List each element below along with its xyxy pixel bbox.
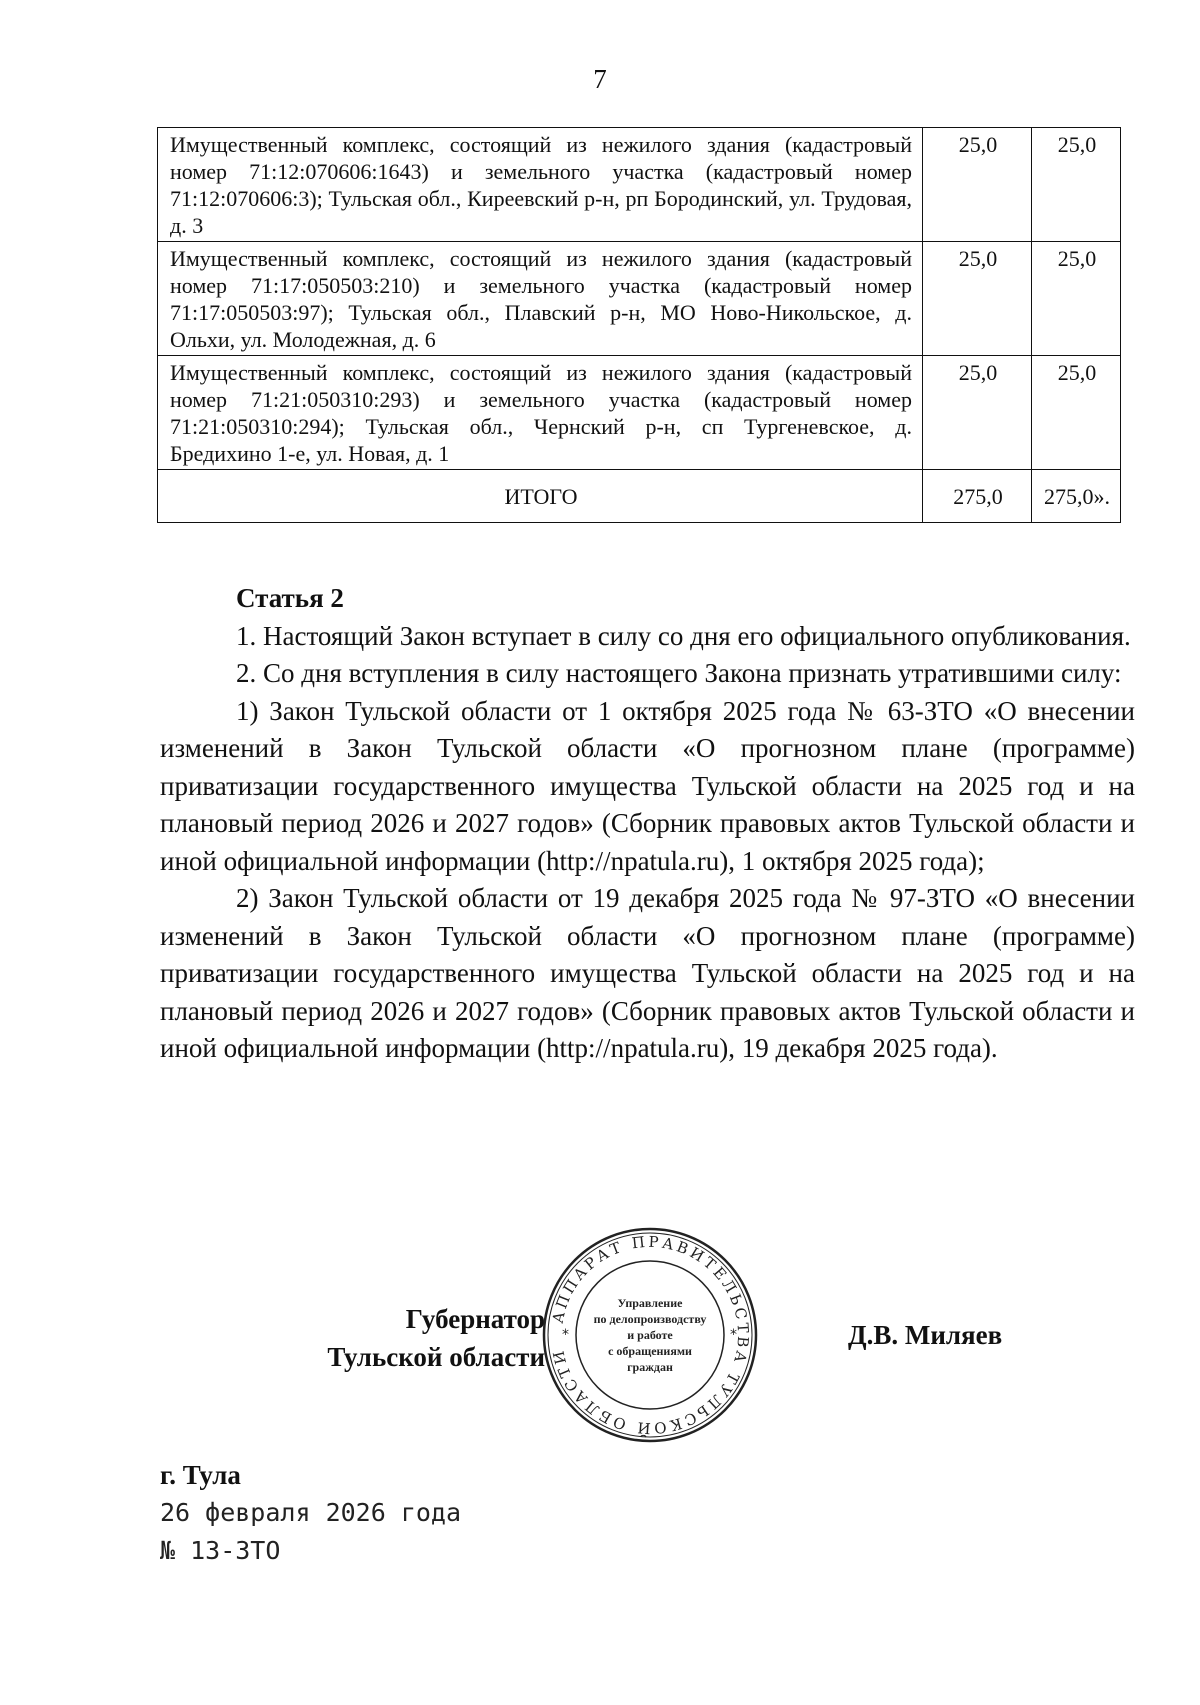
row-value-2: 25,0 bbox=[1032, 356, 1121, 470]
seal-star-right: * bbox=[730, 1327, 737, 1343]
article-paragraph: 1) Закон Тульской области от 1 октября 2025 года № 63-ЗТО «О внесении изменений в Закон Тульской области «О прогнозном плане (программе) приватизации государственного имущества Тульской области на 2025 год и на плановый период 2026 и 2027 годов» (Сборник правовых актов Тульской области и иной официальной информации (http://npatula.ru), 1 октября 2025 года); bbox=[160, 695, 1135, 876]
table-row bbox=[158, 242, 1121, 356]
row-value-1: 25,0 bbox=[922, 242, 1031, 356]
seal-center-line: по делопроизводству bbox=[593, 1312, 707, 1326]
row-description: Имущественный комплекс, состоящий из нежилого здания (кадастровый номер 71:12:070606:1643) и земельного участка (кадастровый номер 71:12:070606:3); Тульская обл., Киреевский р-н, рп Бородинский, ул. Трудовая, д. 3 bbox=[158, 128, 923, 242]
row-value-2: 25,0 bbox=[1032, 128, 1121, 242]
signatory-title-line1: Губернатор bbox=[405, 1304, 545, 1334]
row-description: Имущественный комплекс, состоящий из нежилого здания (кадастровый номер 71:17:050503:210) и земельного участка (кадастровый номер 71:17:050503:97); Тульская обл., Плавский р-н, МО Ново-Никольское, д. Ольхи, ул. Молодежная, д. 6 bbox=[158, 242, 923, 356]
law-date: 26 февраля 2026 года bbox=[160, 1498, 462, 1527]
table-row bbox=[158, 356, 1121, 470]
total-label: ИТОГО bbox=[158, 470, 923, 523]
article-title: Статья 2 bbox=[236, 583, 344, 613]
official-seal bbox=[540, 1225, 760, 1445]
article-paragraph: 1. Настоящий Закон вступает в силу со дня его официального опубликования. bbox=[236, 620, 1131, 651]
total-row bbox=[158, 470, 1121, 523]
seal-center-line: и работе bbox=[627, 1328, 673, 1342]
seal-center-line: граждан bbox=[627, 1360, 673, 1374]
article-paragraph: 2) Закон Тульской области от 19 декабря 2025 года № 97-ЗТО «О внесении изменений в Закон Тульской области «О прогнозном плане (программе) приватизации государственного имущества Тульской области на 2025 год и на плановый период 2026 и 2027 годов» (Сборник правовых актов Тульской области и иной официальной информации (http://npatula.ru), 19 декабря 2025 года). bbox=[160, 883, 1135, 1063]
seal-star-left: * bbox=[562, 1327, 569, 1343]
signatory-title-line2: Тульской области bbox=[327, 1342, 545, 1372]
assets-table bbox=[157, 127, 1121, 523]
seal-center-line: с обращениями bbox=[608, 1344, 692, 1358]
row-value-2: 25,0 bbox=[1032, 242, 1121, 356]
total-value-2: 275,0». bbox=[1032, 470, 1121, 523]
signatory-title bbox=[327, 1300, 545, 1376]
signatory-name: Д.В. Миляев bbox=[848, 1320, 1003, 1350]
total-value-1: 275,0 bbox=[922, 470, 1031, 523]
table-row bbox=[158, 128, 1121, 242]
row-description: Имущественный комплекс, состоящий из нежилого здания (кадастровый номер 71:21:050310:293) и земельного участка (кадастровый номер 71:21:050310:294); Тульская обл., Чернский р-н, сп Тургеневское, д. Бредихино 1-е, ул. Новая, д. 1 bbox=[158, 356, 923, 470]
law-number: № 13-ЗТО bbox=[160, 1536, 281, 1565]
city: г. Тула bbox=[160, 1460, 241, 1490]
seal-center-line: Управление bbox=[617, 1296, 683, 1310]
article-section bbox=[160, 580, 1135, 1068]
row-value-1: 25,0 bbox=[922, 356, 1031, 470]
article-paragraph: 2. Со дня вступления в силу настоящего Закона признать утратившими силу: bbox=[236, 658, 1122, 688]
page-number: 7 bbox=[593, 64, 607, 94]
footer bbox=[160, 1456, 461, 1570]
row-value-1: 25,0 bbox=[922, 128, 1031, 242]
seal-outer-text: АППАРАТ ПРАВИТЕЛЬСТВА ТУЛЬСКОЙ ОБЛАСТИ bbox=[548, 1232, 753, 1438]
